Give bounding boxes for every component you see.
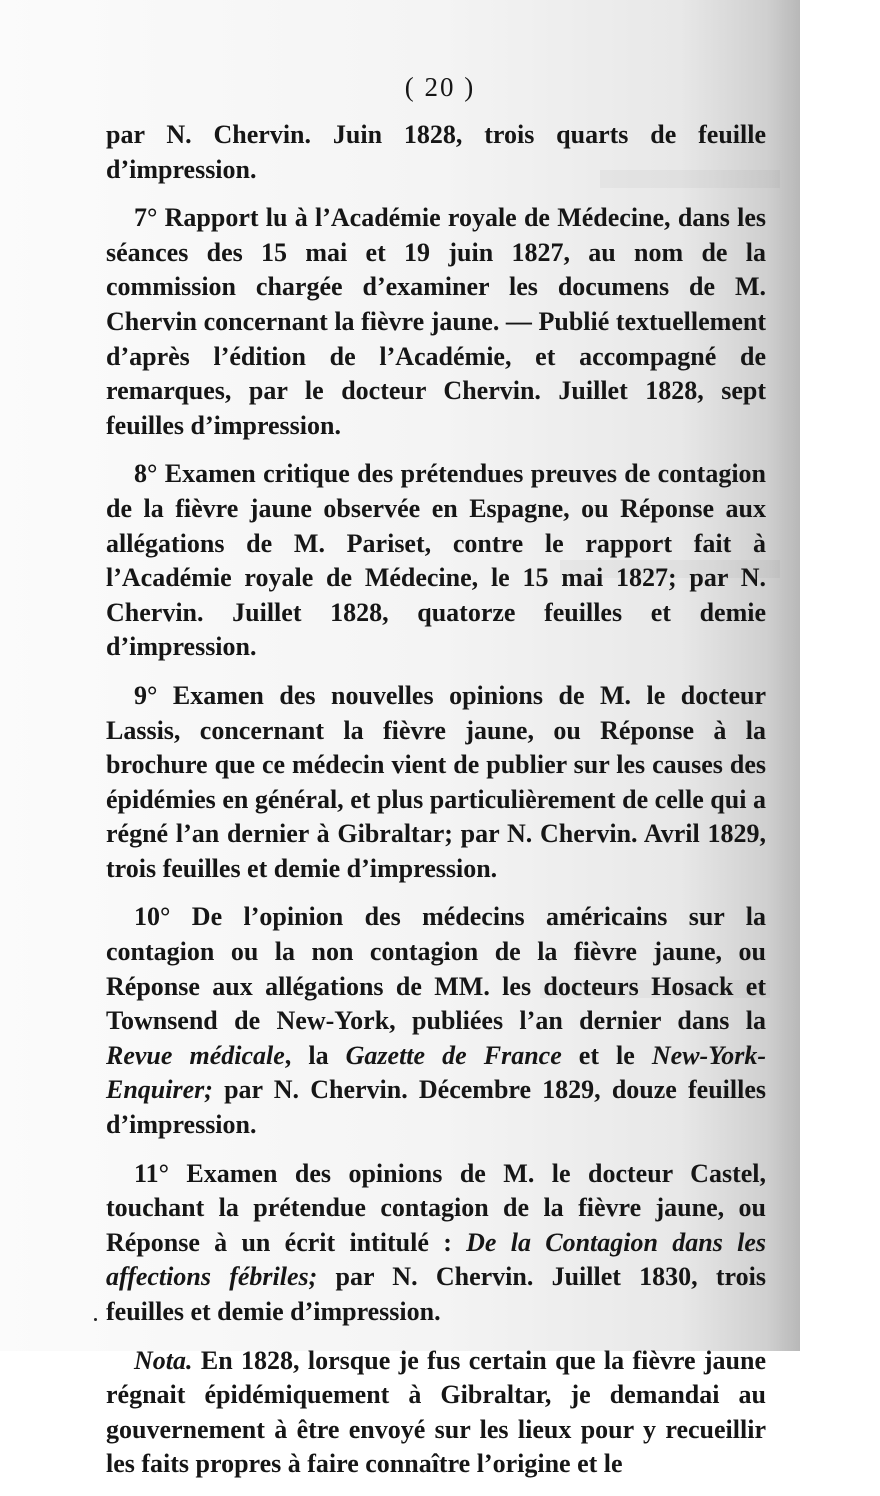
text-run: , la: [284, 1040, 346, 1070]
text-run: 8° Examen critique des prétendues preuves de contagion de la fièvre jaune observée en Espagne, ou Réponse aux allégations de M. Pariset, contre le rapport fait à l’Académie royale de Médecine, le 15 mai 1827; par N. Chervin. Juillet 1828, quatorze feuilles et demie d’impression.: [106, 459, 766, 662]
text-run: 7° Rapport lu à l’Académie royale de Médecine, dans les séances des 15 mai et 19 juin 1827, au nom de la commission chargée d’examiner les documens de M. Chervin concernant la fièvre jaune. — Publié textuellement d’après l’édition de l’Académie, et accompagné de remarques, par le docteur Chervin. Juillet 1828, sept feuilles d’impression.: [106, 203, 766, 440]
text-run: 11° Examen des opinions de M. le docteur Castel, touchant la prétendue contagion de la fièvre jaune, ou Réponse à un écrit intitulé :: [106, 1158, 766, 1257]
italic-text-run: Nota.: [134, 1345, 193, 1375]
paragraph-11: [106, 1157, 766, 1330]
italic-text-run: De la Contagion dans les affections fébriles;: [106, 1227, 766, 1292]
page-number: ( 20 ): [404, 72, 476, 102]
paragraph-6-continuation: [106, 118, 766, 187]
text-run: par N. Chervin. Décembre 1829, douze feuilles d’impression.: [106, 1075, 766, 1140]
italic-text-run: Revue médicale: [106, 1040, 285, 1070]
paragraph-10: [106, 900, 766, 1142]
margin-ink-dot: [94, 1318, 97, 1321]
paragraph-nota: [106, 1344, 766, 1482]
paragraph-7: [106, 201, 766, 443]
text-run: par N. Chervin. Juillet 1830, trois feuilles et demie d’impression.: [106, 1262, 766, 1326]
text-run: et le: [561, 1040, 652, 1070]
text-run: En 1828, lorsque je fus certain que la fièvre jaune régnait épidémiquement à Gibraltar, je demandai au gouvernement à être envoyé sur les lieux pour y recueillir les faits propres à faire connaître l’origine et le: [106, 1345, 766, 1479]
italic-text-run: Gazette de France: [345, 1040, 562, 1070]
italic-text-run: New-York-Enquirer;: [106, 1040, 766, 1105]
paragraph-8: [106, 457, 766, 665]
text-run: 10° De l’opinion des médecins américains sur la contagion ou la non contagion de la fièvre jaune, ou Réponse aux allégations de MM. les docteurs Hosack et Townsend de New-York, publiées l’an dernier dans la: [106, 902, 766, 1036]
body-text: [106, 118, 766, 1496]
text-run: par N. Chervin. Juin 1828, trois quarts de feuille d’impression.: [106, 120, 766, 184]
text-run: 9° Examen des nouvelles opinions de M. le docteur Lassis, concernant la fièvre jaune, ou Réponse à la brochure que ce médecin vient de publier sur les causes des épidémies en général, et plus particulièrement de celle qui a régné l’an dernier à Gibraltar; par N. Chervin. Avril 1829, trois feuilles et demie d’impression.: [106, 680, 766, 883]
paragraph-9: [106, 679, 766, 887]
